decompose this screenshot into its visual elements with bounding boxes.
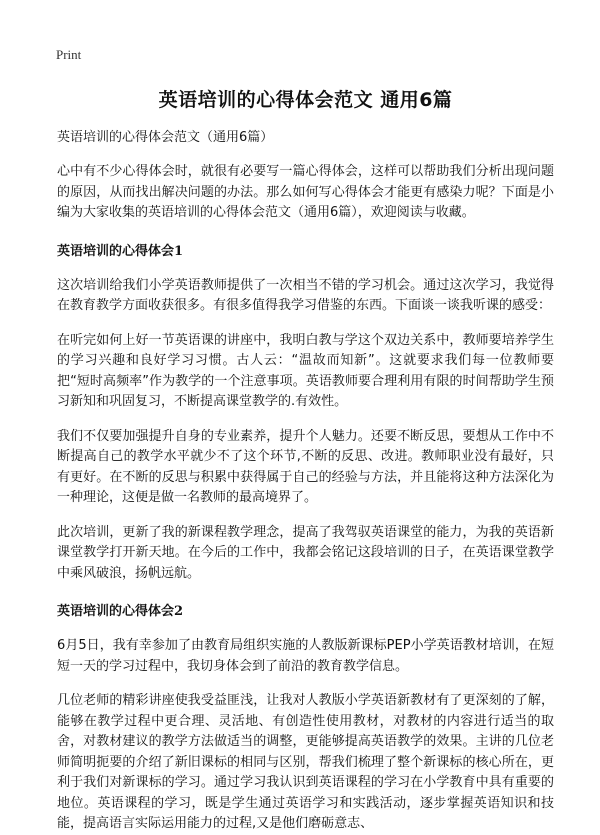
section-2-paragraph-2: 几位老师的精彩讲座使我受益匪浅，让我对人教版小学英语新教材有了更深刻的了解，能够在教学过程中更合理、灵活地、有创造性使用教材，对教材的内容进行适当的取舍，对教材建议的教学方法做适当的调整，更能够提高英语教学的效果。主讲的几位老师简明扼要的介绍了新旧课标的相同与区别，帮我们梳理了整个新课标的核心所在，更利于我们对新课标的学习。通过学习我认识到英语课程的学习在小学教育中具有重要的地位。英语课程的学习，既是学生通过英语学习和实践活动，逐步掌握英语知识和技能，提高语言实际运用能力的过程,又是他们磨砺意志、 [57, 693, 554, 831]
section-1-paragraph-2: 在听完如何上好一节英语课的讲座中，我明白教与学这个双边关系中，教师要培养学生的学习兴趣和良好学习习惯。古人云：“温故而知新”。这就要求我们每一位教师要把“短时高频率”作为教学的一个注意事项。英语教师要合理利用有限的时间帮助学生预习新知和巩固复习，不断提高课堂教学的.有效性。 [57, 332, 554, 409]
print-link[interactable]: Print [56, 47, 82, 62]
intro-paragraph: 心中有不少心得体会时，就很有必要写一篇心得体会，这样可以帮助我们分析出现问题的原因，从而找出解决问题的办法。那么如何写心得体会才能更有感染力呢？下面是小编为大家收集的英语培训的心得体会范文（通用6篇），欢迎阅读与收藏。 [57, 164, 554, 220]
section-heading-1: 英语培训的心得体会1 [57, 243, 184, 259]
page-title: 英语培训的心得体会范文 通用6篇 [158, 89, 453, 111]
section-1-paragraph-1: 这次培训给我们小学英语教师提供了一次相当不错的学习机会。通过这次学习，我觉得在教育教学方面收获很多。有很多值得我学习借鉴的东西。下面谈一谈我听课的感受： [57, 277, 554, 313]
section-1-paragraph-4: 此次培训，更新了我的新课程教学理念，提高了我驾驭英语课堂的能力，为我的英语新课堂教学打开新天地。在今后的工作中，我都会铭记这段培训的日子，在英语课堂教学中乘风破浪，扬帆远航。 [57, 524, 554, 581]
section-1-paragraph-3: 我们不仅要加强提升自身的专业素养，提升个人魅力。还要不断反思，要想从工作中不断提高自己的教学水平就少不了这个环节,不断的反思、改进。教师职业没有最好，只有更好。在不断的反思与积累中获得属于自己的经验与方法，并且能将这种方法深化为一种理论，这便是做一名教师的最高境界了。 [57, 428, 554, 505]
document-subtitle: 英语培训的心得体会范文（通用6篇） [57, 130, 274, 145]
section-heading-2: 英语培训的心得体会2 [57, 604, 184, 619]
section-2-paragraph-1: 6月5日，我有幸参加了由教育局组织实施的人教版新课标PEP小学英语教材培训，在短短一天的学习过程中，我切身体会到了前沿的教育教学信息。 [57, 638, 554, 674]
